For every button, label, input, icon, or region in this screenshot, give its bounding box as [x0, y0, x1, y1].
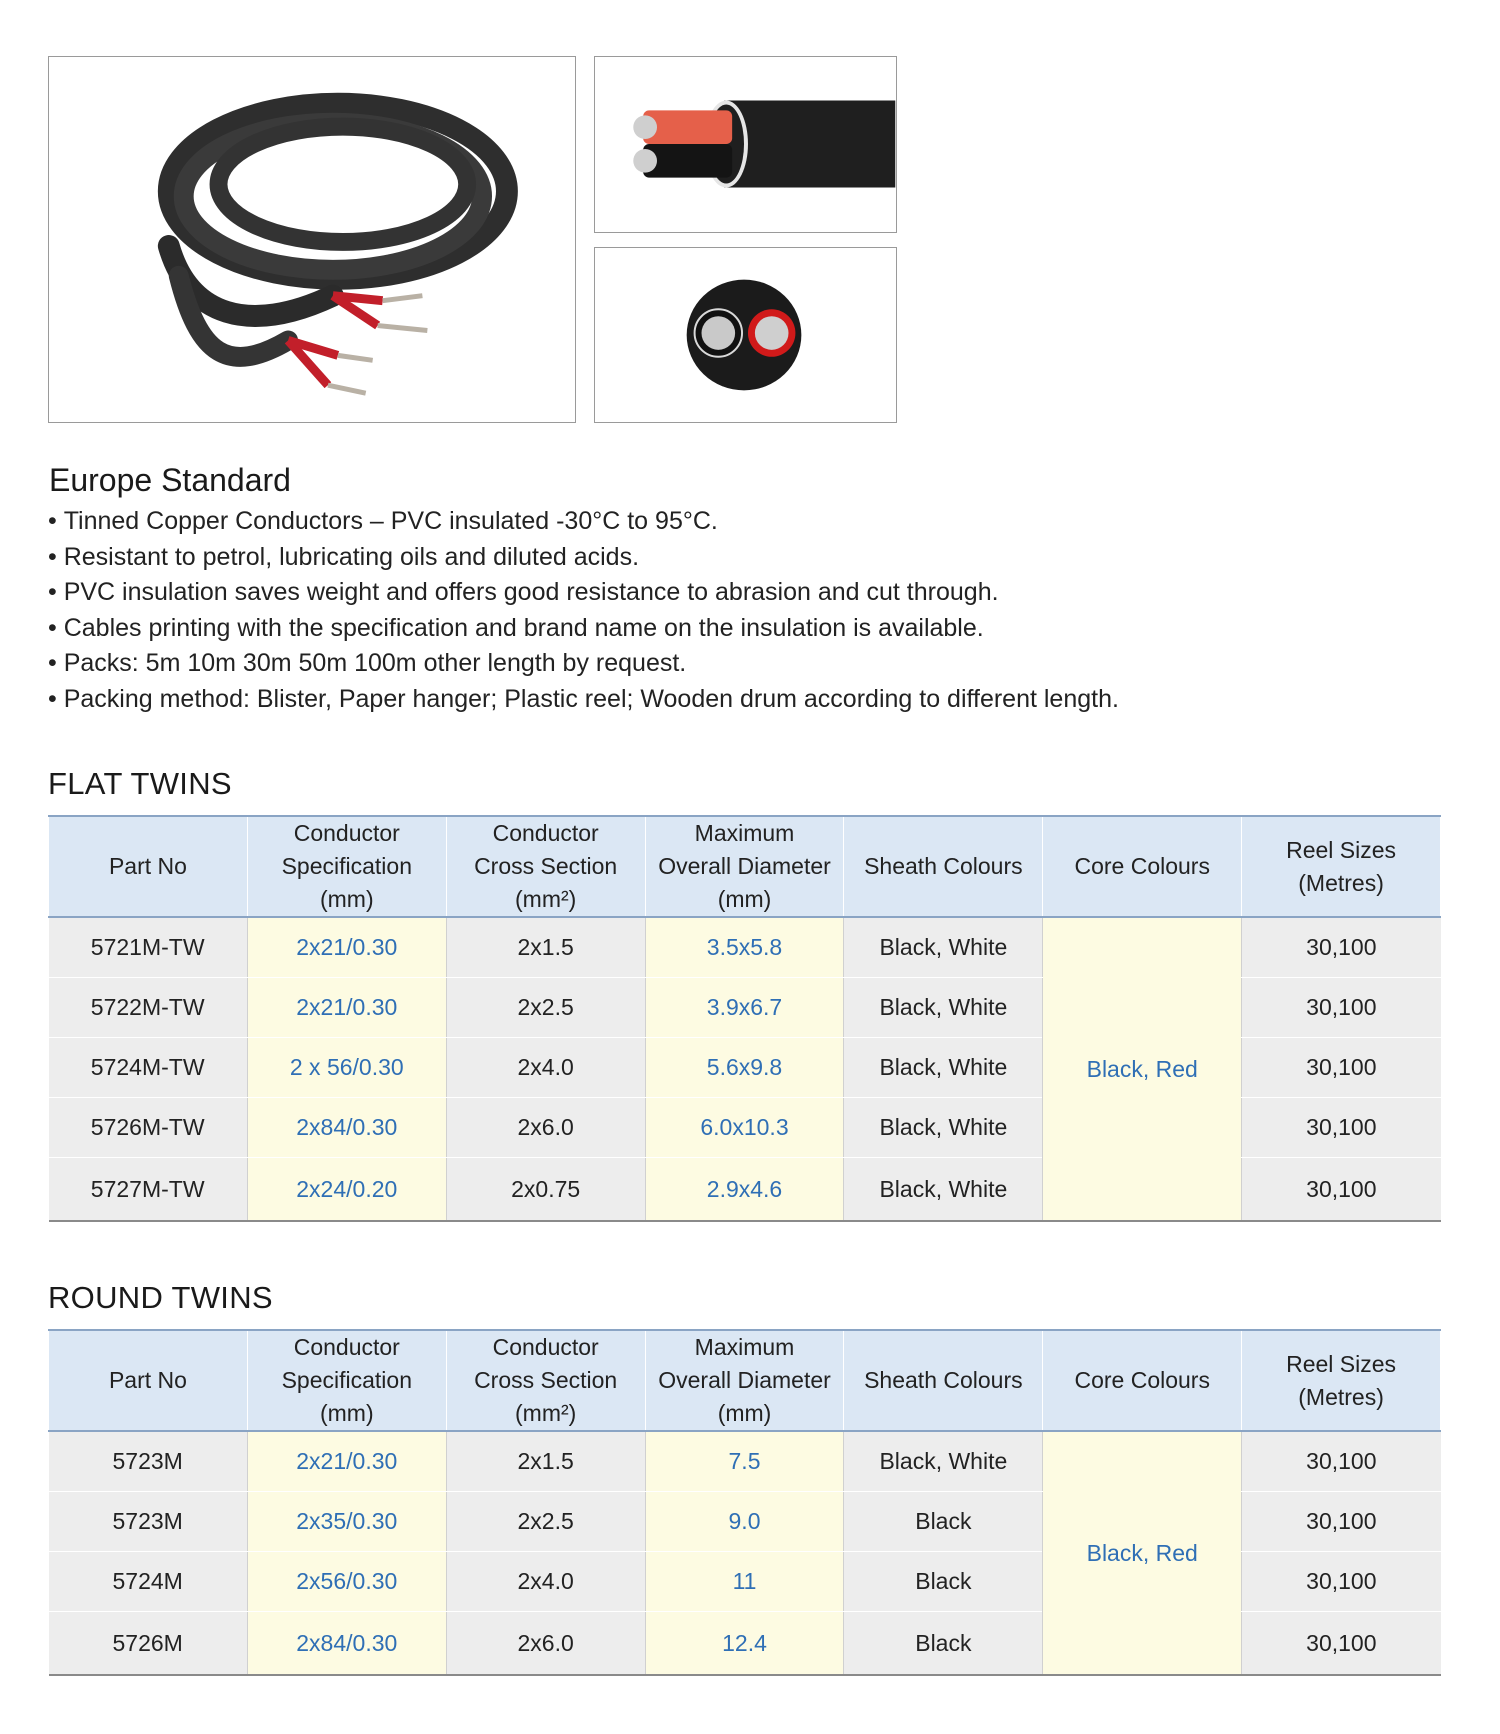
table-header-row	[49, 816, 1441, 917]
diameter-cell: 7.5	[645, 1431, 844, 1492]
feature-item: • Tinned Copper Conductors – PVC insulated -30°C to 95°C.	[48, 504, 1119, 540]
part-no-cell: 5724M-TW	[49, 1038, 248, 1098]
cross-section-cell: 2x2.5	[446, 1492, 645, 1552]
sheath-cell: Black, White	[844, 1038, 1043, 1098]
cable-side-image	[594, 56, 897, 233]
sheath-cell: Black, White	[844, 1431, 1043, 1492]
conductor-spec-cell: 2x84/0.30	[247, 1612, 446, 1676]
round-twins-title: ROUND TWINS	[48, 1280, 273, 1315]
sheath-cell: Black	[844, 1612, 1043, 1676]
round-twins-table	[48, 1329, 1441, 1676]
part-no-cell: 5724M	[49, 1552, 248, 1612]
header-reel-sizes: Reel Sizes (Metres)	[1242, 1330, 1441, 1431]
header-cross-section: Conductor Cross Section (mm²)	[446, 816, 645, 917]
cross-section-cell: 2x1.5	[446, 1431, 645, 1492]
diameter-cell: 12.4	[645, 1612, 844, 1676]
header-max-diameter: Maximum Overall Diameter (mm)	[645, 816, 844, 917]
conductor-spec-cell: 2x21/0.30	[247, 1431, 446, 1492]
header-part-no: Part No	[49, 1330, 248, 1431]
cross-section-cell: 2x0.75	[446, 1158, 645, 1222]
reel-cell: 30,100	[1242, 1158, 1441, 1222]
sheath-cell: Black	[844, 1552, 1043, 1612]
conductor-spec-cell: 2 x 56/0.30	[247, 1038, 446, 1098]
part-no-cell: 5722M-TW	[49, 978, 248, 1038]
table-row	[49, 1431, 1441, 1492]
part-no-cell: 5721M-TW	[49, 917, 248, 978]
diameter-cell: 3.9x6.7	[645, 978, 844, 1038]
reel-cell: 30,100	[1242, 978, 1441, 1038]
cable-coil-image	[48, 56, 576, 423]
reel-cell: 30,100	[1242, 1038, 1441, 1098]
flat-twins-title: FLAT TWINS	[48, 766, 232, 801]
flat-twins-table	[48, 815, 1441, 1222]
core-colours-cell: Black, Red	[1043, 1431, 1242, 1675]
diameter-cell: 2.9x4.6	[645, 1158, 844, 1222]
feature-item: • Cables printing with the specification and brand name on the insulation is available.	[48, 611, 1119, 647]
header-core-colours: Core Colours	[1043, 816, 1242, 917]
header-max-diameter: Maximum Overall Diameter (mm)	[645, 1330, 844, 1431]
header-conductor-spec: Conductor Specification (mm)	[247, 1330, 446, 1431]
conductor-spec-cell: 2x21/0.30	[247, 917, 446, 978]
diameter-cell: 6.0x10.3	[645, 1098, 844, 1158]
conductor-spec-cell: 2x84/0.30	[247, 1098, 446, 1158]
reel-cell: 30,100	[1242, 1098, 1441, 1158]
diameter-cell: 11	[645, 1552, 844, 1612]
table-row	[49, 917, 1441, 978]
section-title: Europe Standard	[49, 462, 291, 498]
cross-section-cell: 2x4.0	[446, 1552, 645, 1612]
header-sheath-colours: Sheath Colours	[844, 1330, 1043, 1431]
cross-section-cell: 2x6.0	[446, 1098, 645, 1158]
header-reel-sizes: Reel Sizes (Metres)	[1242, 816, 1441, 917]
feature-item: • Resistant to petrol, lubricating oils and diluted acids.	[48, 540, 1119, 576]
reel-cell: 30,100	[1242, 1612, 1441, 1676]
header-sheath-colours: Sheath Colours	[844, 816, 1043, 917]
cross-section-cell: 2x6.0	[446, 1612, 645, 1676]
feature-item: • Packing method: Blister, Paper hanger; Plastic reel; Wooden drum according to different length.	[48, 682, 1119, 718]
sheath-cell: Black, White	[844, 978, 1043, 1038]
cross-section-cell: 2x2.5	[446, 978, 645, 1038]
conductor-spec-cell: 2x56/0.30	[247, 1552, 446, 1612]
cable-cross-section-image	[594, 247, 897, 423]
core-colours-cell: Black, Red	[1043, 917, 1242, 1221]
header-cross-section: Conductor Cross Section (mm²)	[446, 1330, 645, 1431]
part-no-cell: 5723M	[49, 1431, 248, 1492]
part-no-cell: 5723M	[49, 1492, 248, 1552]
cross-section-cell: 2x4.0	[446, 1038, 645, 1098]
sheath-cell: Black	[844, 1492, 1043, 1552]
conductor-spec-cell: 2x21/0.30	[247, 978, 446, 1038]
feature-list	[48, 504, 1119, 718]
header-core-colours: Core Colours	[1043, 1330, 1242, 1431]
cable-coil-illustration	[49, 57, 575, 422]
cable-side-illustration	[595, 57, 896, 232]
feature-item: • PVC insulation saves weight and offers good resistance to abrasion and cut through.	[48, 575, 1119, 611]
conductor-spec-cell: 2x24/0.20	[247, 1158, 446, 1222]
header-conductor-spec: Conductor Specification (mm)	[247, 816, 446, 917]
cable-cross-section-illustration	[595, 248, 896, 422]
diameter-cell: 3.5x5.8	[645, 917, 844, 978]
feature-item: • Packs: 5m 10m 30m 50m 100m other length by request.	[48, 646, 1119, 682]
diameter-cell: 9.0	[645, 1492, 844, 1552]
header-part-no: Part No	[49, 816, 248, 917]
table-header-row	[49, 1330, 1441, 1431]
sheath-cell: Black, White	[844, 1158, 1043, 1222]
part-no-cell: 5726M-TW	[49, 1098, 248, 1158]
part-no-cell: 5727M-TW	[49, 1158, 248, 1222]
conductor-spec-cell: 2x35/0.30	[247, 1492, 446, 1552]
diameter-cell: 5.6x9.8	[645, 1038, 844, 1098]
reel-cell: 30,100	[1242, 1492, 1441, 1552]
part-no-cell: 5726M	[49, 1612, 248, 1676]
reel-cell: 30,100	[1242, 1431, 1441, 1492]
sheath-cell: Black, White	[844, 1098, 1043, 1158]
cross-section-cell: 2x1.5	[446, 917, 645, 978]
reel-cell: 30,100	[1242, 917, 1441, 978]
sheath-cell: Black, White	[844, 917, 1043, 978]
reel-cell: 30,100	[1242, 1552, 1441, 1612]
